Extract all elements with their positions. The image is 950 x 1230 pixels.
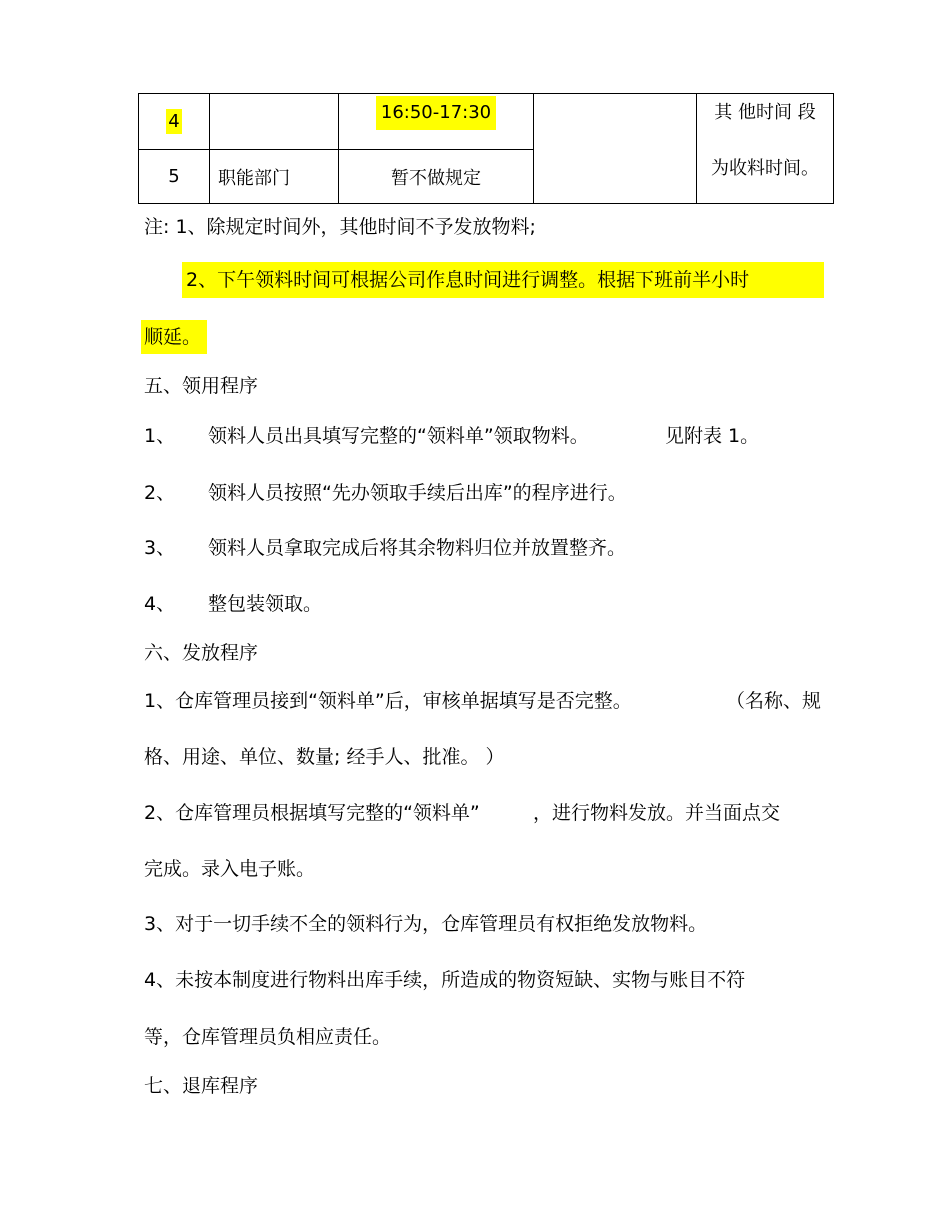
section5-item1-text: 领料人员出具填写完整的“领料单”领取物料。 bbox=[208, 425, 589, 447]
table-cell-dept-4 bbox=[210, 94, 339, 150]
section5-heading: 五、领用程序 bbox=[144, 375, 259, 397]
merged-note-line2: 为收料时间。 bbox=[711, 158, 819, 179]
table-cell-time-4 bbox=[339, 94, 534, 150]
section5-item2-text: 领料人员按照“先办领取手续后出库”的程序进行。 bbox=[208, 482, 627, 504]
section5-item1-num: 1、 bbox=[144, 425, 176, 447]
note-2-line2: 顺延。 bbox=[144, 326, 202, 348]
table-cell-time-note bbox=[697, 94, 834, 204]
section6-item1-line2: 格、用途、单位、数量; 经手人、批准。 ） bbox=[144, 746, 505, 768]
note-1: 注: 1、除规定时间外，其他时间不予发放物料; bbox=[144, 216, 536, 238]
section6-item2-line2: 完成。录入电子账。 bbox=[144, 858, 316, 880]
table-cell-no-4 bbox=[139, 94, 210, 150]
section6-item2-line1b: ，进行物料发放。并当面点交 bbox=[533, 802, 781, 824]
section6-heading: 六、发放程序 bbox=[144, 642, 259, 664]
section6-item4-line1: 4、未按本制度进行物料出库手续，所造成的物资短缺、实物与账目不符 bbox=[144, 969, 746, 991]
section5-item4-text: 整包装领取。 bbox=[208, 593, 323, 615]
section6-item4-line2: 等，仓库管理员负相应责任。 bbox=[144, 1026, 392, 1048]
table-cell-empty bbox=[534, 94, 697, 204]
row4-time: 16:50-17:30 bbox=[376, 96, 496, 130]
table-cell-time-5: 暂不做规定 bbox=[339, 150, 534, 204]
section5-item4-num: 4、 bbox=[144, 593, 176, 615]
row4-number: 4 bbox=[168, 111, 180, 132]
section6-item1-line1-tail: （名称、规 bbox=[726, 690, 822, 712]
merged-note-line1: 其 他时间 段 bbox=[714, 102, 816, 123]
section5-item3-text: 领料人员拿取完成后将其余物料归位并放置整齐。 bbox=[208, 537, 627, 559]
section5-item1-extra: 见附表 1。 bbox=[665, 425, 760, 447]
section5-item3-num: 3、 bbox=[144, 537, 176, 559]
section6-item3: 3、对于一切手续不全的领料行为，仓库管理员有权拒绝发放物料。 bbox=[144, 913, 708, 935]
table-cell-no-5: 5 bbox=[139, 150, 210, 204]
section6-item1-line1: 1、仓库管理员接到“领料单”后，审核单据填写是否完整。 bbox=[144, 690, 632, 712]
section7-heading: 七、退库程序 bbox=[144, 1075, 259, 1097]
note-2-line1: 2、下午领料时间可根据公司作息时间进行调整。根据下班前半小时 bbox=[186, 269, 750, 291]
section5-item2-num: 2、 bbox=[144, 482, 176, 504]
section6-item2-line1a: 2、仓库管理员根据填写完整的“领料单” bbox=[144, 802, 480, 824]
table-cell-dept-5: 职能部门 bbox=[210, 150, 339, 204]
schedule-table bbox=[138, 93, 834, 204]
